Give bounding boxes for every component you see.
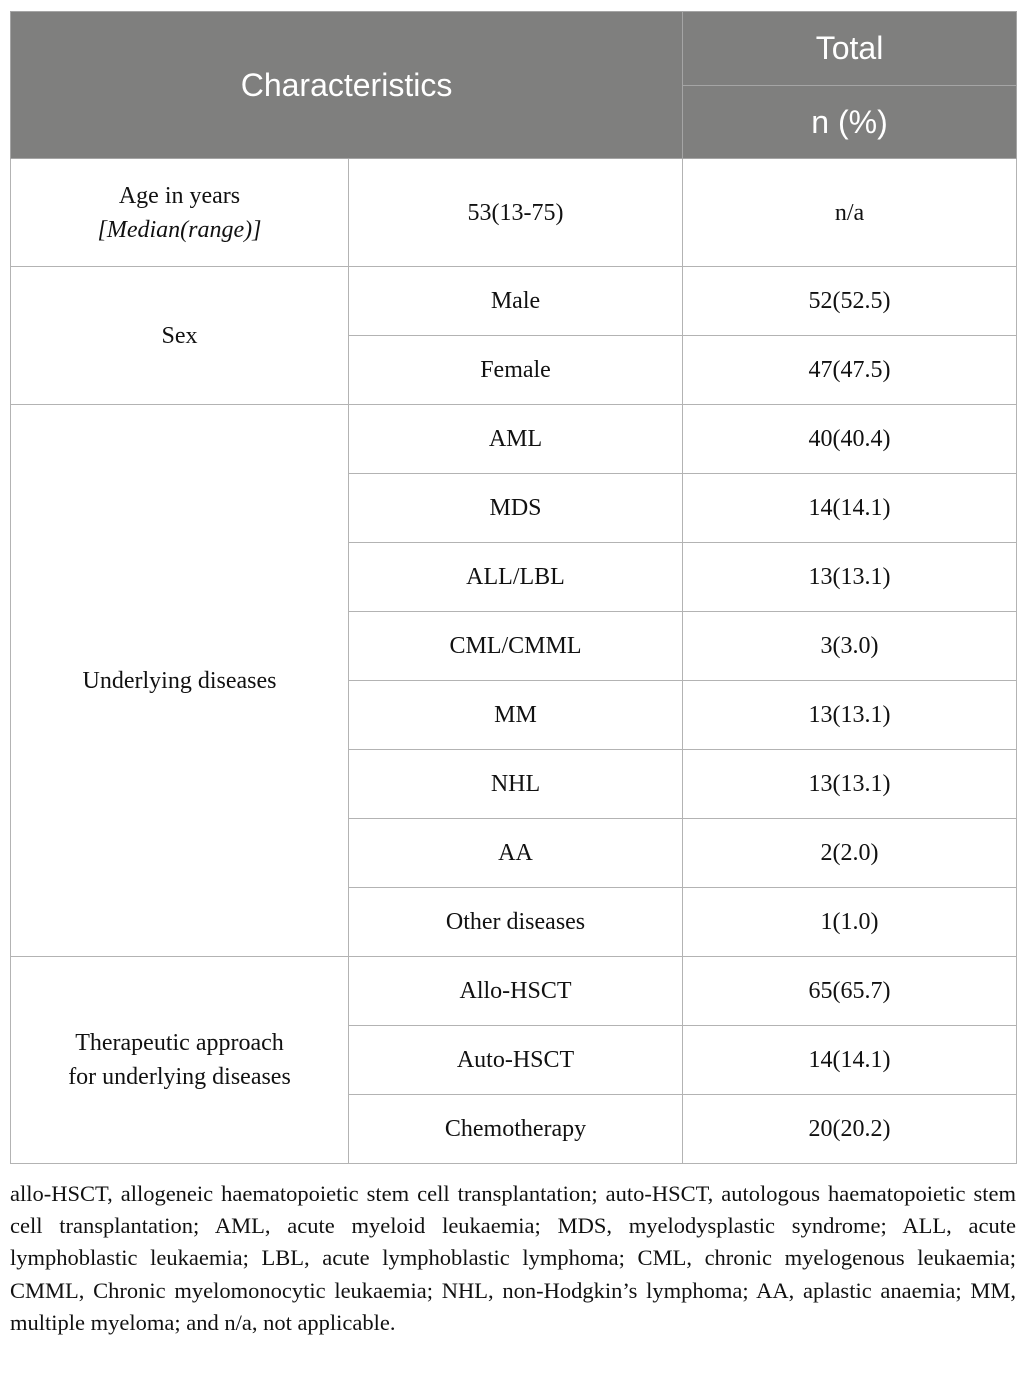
category-cell: Chemotherapy (349, 1095, 683, 1164)
therapeutic-label-line1: Therapeutic approach (75, 1030, 284, 1056)
age-value: 53(13-75) (349, 159, 683, 267)
age-label: Age in years (118, 182, 241, 209)
category-cell: AML (349, 405, 683, 474)
header-characteristics: Characteristics (11, 12, 683, 159)
category-cell: CML/CMML (349, 612, 683, 681)
category-cell: ALL/LBL (349, 543, 683, 612)
category-cell: NHL (349, 750, 683, 819)
category-cell: Other diseases (349, 888, 683, 957)
total-cell: 3(3.0) (683, 612, 1017, 681)
total-cell: 40(40.4) (683, 405, 1017, 474)
total-cell: 13(13.1) (683, 681, 1017, 750)
header-unit: n (%) (683, 86, 1017, 159)
group-label-underlying-diseases: Underlying diseases (11, 405, 349, 957)
characteristics-table-container (10, 11, 1016, 1164)
category-cell: Allo-HSCT (349, 957, 683, 1026)
age-label-note: [Median(range)] (97, 216, 262, 243)
group-label-sex: Sex (11, 267, 349, 405)
age-total: n/a (683, 159, 1017, 267)
characteristics-table (10, 11, 1017, 1164)
total-cell: 1(1.0) (683, 888, 1017, 957)
age-label-cell (11, 159, 349, 267)
table-row (11, 159, 1017, 267)
total-cell: 14(14.1) (683, 1026, 1017, 1095)
table-row (11, 957, 1017, 1026)
category-cell: Auto-HSCT (349, 1026, 683, 1095)
table-footnote: allo-HSCT, allogeneic haematopoietic stem cell transplantation; auto-HSCT, autologous haematopoietic stem cell transplantation; AML, acute myeloid leukaemia; MDS, myelodysplastic syndrome; ALL, acute lymphoblastic leukaemia; LBL, acute lymphoblastic lymphoma; CML, chronic myelogenous leukaemia; CMML, Chronic myelomonocytic leukaemia; NHL, non-Hodgkin’s lymphoma; AA, aplastic anaemia; MM, multiple myeloma; and n/a, not applicable. (10, 1181, 1016, 1335)
total-cell: 20(20.2) (683, 1095, 1017, 1164)
category-cell: MM (349, 681, 683, 750)
table-row (11, 405, 1017, 474)
total-cell: 47(47.5) (683, 336, 1017, 405)
category-cell: AA (349, 819, 683, 888)
total-cell: 2(2.0) (683, 819, 1017, 888)
category-cell: Female (349, 336, 683, 405)
total-cell: 52(52.5) (683, 267, 1017, 336)
table-row (11, 267, 1017, 336)
total-cell: 14(14.1) (683, 474, 1017, 543)
total-cell: 13(13.1) (683, 543, 1017, 612)
header-total: Total (683, 12, 1017, 86)
category-cell: Male (349, 267, 683, 336)
total-cell: 13(13.1) (683, 750, 1017, 819)
group-label-therapeutic-approach (11, 957, 349, 1164)
therapeutic-label-line2: for underlying diseases (68, 1064, 291, 1090)
total-cell: 65(65.7) (683, 957, 1017, 1026)
category-cell: MDS (349, 474, 683, 543)
